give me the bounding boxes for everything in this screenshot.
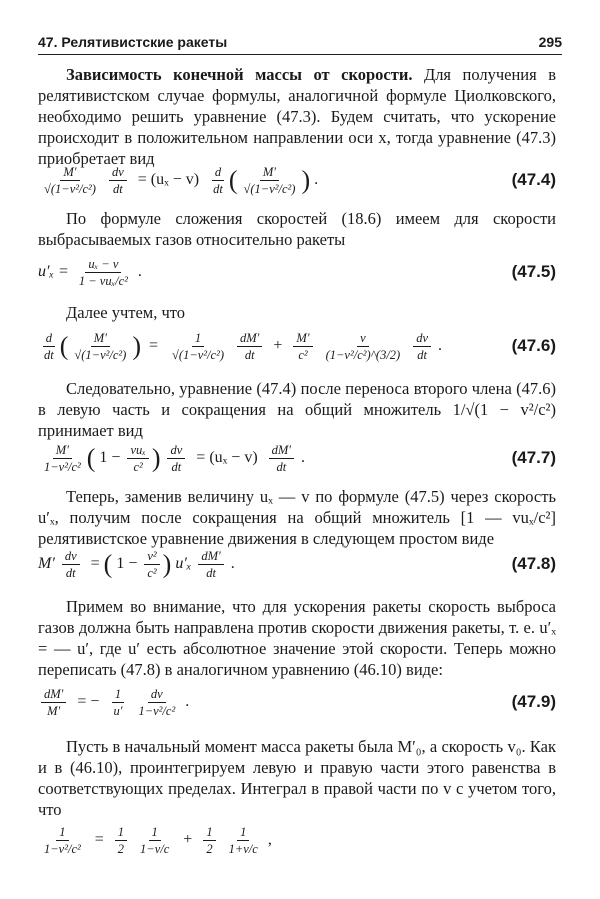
equation-47-9 <box>38 680 556 724</box>
frac <box>169 331 227 362</box>
frac <box>144 549 159 580</box>
frac-den: dt <box>276 459 287 474</box>
frac <box>269 443 294 474</box>
paren: ( <box>86 443 96 472</box>
frac <box>198 549 223 580</box>
frac-den: dt <box>244 347 255 362</box>
frac-den: dt <box>112 181 123 196</box>
equation-47-8 <box>38 542 556 586</box>
frac-den: c² <box>133 459 143 474</box>
frac <box>41 331 57 362</box>
paragraph-4: Следовательно, уравнение (47.4) после переноса второго члена (47.6) в левую часть и сокращения на общий множитель 1/√(1 − v²/c²) принимает вид <box>38 379 556 440</box>
eq-text: + <box>183 830 193 848</box>
frac <box>115 825 127 856</box>
eq-text: + <box>273 336 283 354</box>
frac-num: 1 <box>149 825 161 841</box>
equation-47-4-expr <box>38 165 322 196</box>
frac-den: 1+v/c <box>228 841 258 856</box>
frac-num: dM′ <box>269 443 294 459</box>
equation-47-5 <box>38 250 556 294</box>
frac <box>203 825 215 856</box>
eq-punct: . <box>137 262 142 280</box>
paragraph-5: Теперь, заменив величину uₓ — v по формуле (47.5) через скорость u′ₓ, получим после сокращения на общий множитель [1 — vuₓ/c²] релятивистское уравнение движения в следующем простом виде <box>38 487 556 548</box>
frac-den: dt <box>171 459 182 474</box>
frac-den: √(1−v²/c²) <box>44 181 96 196</box>
header-rule <box>38 54 562 55</box>
frac-num: dv <box>62 549 80 565</box>
equation-47-9-expr <box>38 687 193 718</box>
frac-den: dt <box>206 565 216 580</box>
frac <box>76 257 131 288</box>
frac-num: 1 <box>192 331 204 347</box>
frac-den: 1 − vuₓ/c² <box>78 273 128 288</box>
equation-number: (47.6) <box>511 336 556 355</box>
equation-47-6-expr <box>38 331 446 362</box>
frac <box>62 549 80 580</box>
frac <box>226 825 261 856</box>
paren: ) <box>162 549 172 578</box>
frac <box>241 165 299 196</box>
frac-den: √(1−v²/c²) <box>172 347 224 362</box>
paragraph-3: Далее учтем, что <box>66 303 186 322</box>
equation-47-8-expr <box>38 549 239 580</box>
equation-47-4 <box>38 158 556 202</box>
paren: ( <box>103 549 113 578</box>
frac-num: M′ <box>91 331 110 347</box>
equation-47-7 <box>38 436 556 480</box>
frac-num: dv <box>148 687 166 703</box>
paragraph-2: По формуле сложения скоростей (18.6) имеем для скорости выбрасываемых газов относительно ракеты <box>38 209 556 249</box>
equation-47-7-expr <box>38 443 309 474</box>
frac-num: 1 <box>203 825 215 841</box>
frac-num: M′ <box>60 165 79 181</box>
frac <box>237 331 262 362</box>
frac <box>323 331 404 362</box>
frac <box>210 165 226 196</box>
frac <box>41 443 84 474</box>
eq-text: = <box>149 336 159 354</box>
eq-text: u′ₓ <box>175 554 192 572</box>
equation-number: (47.5) <box>511 262 556 281</box>
frac-den: dt <box>213 181 223 196</box>
frac-den: u′ <box>113 703 123 718</box>
frac <box>293 331 312 362</box>
running-header <box>38 34 562 50</box>
frac-num: uₓ − v <box>85 257 121 273</box>
equation-partial-fractions-expr <box>38 825 276 856</box>
eq-text: = − <box>77 692 100 710</box>
frac-num: v <box>357 331 369 347</box>
eq-punct: . <box>438 336 443 354</box>
paragraph-6: Примем во внимание, что для ускорения ракеты скорость выброса газов должна быть направлена против скорости движения ракеты, т. е. u′ₓ = — u′, где u′ есть абсолютное значение этой скорости. Теперь можно переписать (47.8) в аналогичном уравнению (46.10) виде: <box>38 597 556 679</box>
eq-punct: . <box>301 448 306 466</box>
equation-partial-fractions <box>38 818 556 862</box>
equation-47-5-expr <box>38 257 146 288</box>
frac <box>413 331 431 362</box>
frac-num: vuₓ <box>127 443 148 459</box>
eq-text: 1 − <box>99 448 121 466</box>
frac-den: dt <box>65 565 76 580</box>
frac-den: 1−v²/c² <box>138 703 176 718</box>
frac-num: d <box>43 331 55 347</box>
frac <box>41 687 66 718</box>
eq-text: 1 − <box>116 554 138 572</box>
frac-den: M′ <box>47 703 61 718</box>
frac-den: c² <box>147 565 157 580</box>
frac-den: dt <box>44 347 54 362</box>
frac-num: dv <box>413 331 431 347</box>
frac-den: 1−v²/c² <box>44 459 81 474</box>
frac-num: dM′ <box>237 331 262 347</box>
frac <box>135 687 178 718</box>
frac-num: v² <box>144 549 159 565</box>
frac-num: dM′ <box>198 549 223 565</box>
frac <box>167 443 185 474</box>
eq-text: = <box>94 830 104 848</box>
paragraph-7: Пусть в начальный момент масса ракеты была M′₀, а скорость v₀. Как и в (46.10), проинтегрируем левую и правую части этого равенства в соответствующих пределах. Интеграл в правой части по v с учетом того, что <box>38 737 556 819</box>
frac-num: 1 <box>56 825 68 841</box>
equation-47-6 <box>38 324 556 368</box>
frac <box>71 331 129 362</box>
frac-num: d <box>212 165 224 181</box>
frac-num: 1 <box>112 687 124 703</box>
eq-punct: . <box>314 170 319 188</box>
frac <box>127 443 148 474</box>
frac-den: 1−v²/c² <box>44 841 81 856</box>
paragraph-intro <box>38 64 556 169</box>
frac-num: M′ <box>53 443 72 459</box>
frac <box>110 687 125 718</box>
eq-text: = (uₓ − v) <box>137 170 200 188</box>
frac <box>137 825 172 856</box>
frac-num: 1 <box>115 825 127 841</box>
paren: ( <box>59 331 69 360</box>
paren: ) <box>301 165 311 194</box>
equation-number: (47.9) <box>511 692 556 711</box>
frac-den: dt <box>417 347 427 362</box>
paragraph-heading: Зависимость конечной массы от скорости. <box>66 65 413 84</box>
frac-den: √(1−v²/c²) <box>74 347 127 362</box>
equation-number: (47.4) <box>511 170 556 189</box>
frac-num: dv <box>167 443 185 459</box>
frac <box>41 825 84 856</box>
eq-punct: , <box>267 830 272 848</box>
frac-num: 1 <box>237 825 249 841</box>
frac <box>41 165 99 196</box>
equation-number: (47.7) <box>511 448 556 467</box>
eq-punct: . <box>230 554 235 572</box>
frac-num: dM′ <box>41 687 66 703</box>
frac-den: 1−v/c <box>140 841 170 856</box>
frac-den: 2 <box>206 841 213 856</box>
equation-number: (47.8) <box>511 554 556 573</box>
eq-text: M′ <box>38 554 55 572</box>
page-number: 295 <box>538 34 562 50</box>
eq-text: u′ₓ = <box>38 262 69 280</box>
eq-text: = (uₓ − v) <box>196 448 258 466</box>
paragraph-intro-text: Для получения в релятивистском случае формулы, аналогичной формуле Циолковского, необходимо решить уравнение (47.3). Будем считать, что ускорение происходит в положительном направлении оси x, тогда уравнение (47.3) приобретает вид <box>38 65 556 168</box>
paren: ) <box>132 331 142 360</box>
frac-den: (1−v²/c²)^(3/2) <box>325 347 401 362</box>
eq-text: = <box>90 554 100 572</box>
frac-num: dv <box>109 165 127 181</box>
paren: ( <box>228 165 238 194</box>
frac <box>109 165 127 196</box>
paren: ) <box>151 443 161 472</box>
frac-den: 2 <box>117 841 125 856</box>
eq-punct: . <box>185 692 190 710</box>
frac-den: c² <box>298 347 308 362</box>
frac-num: M′ <box>260 165 279 181</box>
section-title: 47. Релятивистские ракеты <box>38 34 228 50</box>
frac-num: M′ <box>293 331 312 347</box>
frac-den: √(1−v²/c²) <box>243 181 296 196</box>
